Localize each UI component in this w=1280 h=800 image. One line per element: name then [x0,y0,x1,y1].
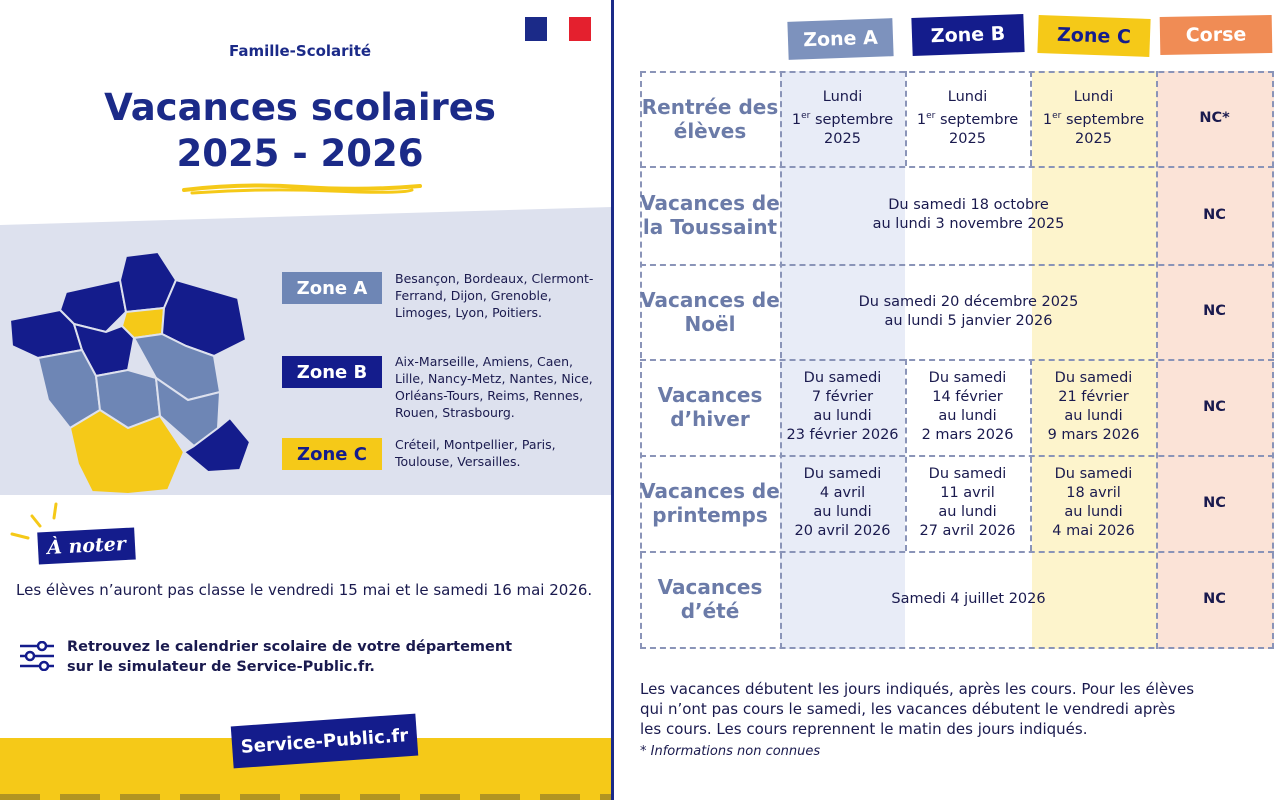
note-text: Les élèves n’auront pas classe le vendredi 15 mai et le samedi 16 mai 2026. [16,581,593,599]
cell-hiver-zone-c [1030,359,1157,455]
cell-line: au lundi [1064,504,1123,520]
zone-a-cities: Besançon, Bordeaux, Clermont-Ferrand, Dijon, Grenoble, Limoges, Lyon, Poitiers. [395,271,594,320]
grid-line [640,647,1274,649]
cell-rentree-corse: NC* [1199,110,1230,126]
cell-line: 21 février [1058,389,1129,405]
cell-line: au lundi [1064,408,1123,424]
cell-noel-corse: NC [1203,303,1226,319]
cell-printemps-zone-a [780,455,905,551]
cell-ete-corse: NC [1203,590,1226,607]
row-label-printemps: Vacances de printemps [640,479,780,527]
cell-line: au lundi [938,408,997,424]
cell-line: Du samedi [803,370,882,386]
settings-sliders-icon [20,641,54,671]
cell-line: Du samedi [803,466,882,482]
cell-line: Du samedi [1054,466,1133,482]
header-zone-b: Zone B [911,14,1024,56]
row-label-rentree: Rentrée des élèves [641,94,779,143]
cell-line: Du samedi 20 décembre 2025 [858,293,1079,310]
service-public-logo: Service-Public.fr [231,714,418,769]
cell-line: Du samedi [1054,370,1133,386]
footnote-line: Les vacances débutent les jours indiqués, après les cours. Pour les élèves [640,680,1195,698]
cell-line: 14 février [932,389,1003,405]
cell-line: Lundi [947,89,988,106]
cell-printemps-zone-c [1030,455,1157,551]
footnote-line: les cours. Les cours reprennent le matin des jours indiqués. [640,720,1088,738]
cell-line: au lundi [938,504,997,520]
cell-line: Du samedi 18 octobre [888,197,1049,213]
cell-line: 2025 [1075,130,1112,147]
cell-line: 11 avril [940,485,995,501]
cell-line: 27 avril 2026 [919,523,1016,539]
note-badge: À noter [37,527,136,564]
cell-line: Lundi [822,89,863,106]
cell-hiver-zone-b [905,359,1030,455]
cell-line: 1er septembre [1042,111,1145,128]
cell-line: 1er septembre [916,111,1019,128]
page-title-year: 2025 - 2026 [176,132,424,175]
cell-line: 1er septembre [791,111,894,128]
cell-line: 4 mai 2026 [1052,523,1135,539]
row-label-ete: Vacances d’été [657,575,763,623]
cell-ete-merged: Samedi 4 juillet 2026 [891,590,1046,607]
header-zone-a: Zone A [787,18,893,60]
zone-b-cities: Aix-Marseille, Amiens, Caen, Lille, Nancy-Metz, Nantes, Nice, Orléans-Tours, Reims, Rennes, Rouen, Strasbourg. [395,354,593,420]
cut-edge [0,794,612,800]
row-label-toussaint: Vacances de la Toussaint [640,191,780,239]
footnote-paragraph [640,679,1240,739]
cell-line: 4 avril [819,485,866,501]
cell-line: Lundi [1073,89,1114,106]
cell-line: 2025 [949,130,986,147]
page-title: Vacances scolaires [104,86,496,129]
cell-printemps-corse: NC [1203,494,1226,511]
french-flag-logo [525,17,591,41]
header-corse: Corse [1160,15,1273,55]
footnote-line: qui n’ont pas cours le samedi, les vacances débutent le vendredi après [640,700,1176,718]
cell-line: 2025 [824,130,861,147]
zone-a-badge: Zone A [282,272,382,304]
cell-line: Du samedi [928,466,1007,482]
cell-line: 18 avril [1066,485,1121,501]
cell-line: 9 mars 2026 [1047,427,1140,443]
zone-c-cities: Créteil, Montpellier, Paris, Toulouse, Versailles. [395,437,556,469]
row-label-hiver: Vacances d’hiver [657,383,763,431]
cell-rentree-zone-c [1030,71,1157,166]
row-label-noel: Vacances de Noël [640,287,780,336]
cell-noel-merged [780,264,1157,359]
cell-line: 23 février 2026 [786,427,899,443]
simulator-line-2: sur le simulateur de Service-Public.fr. [67,659,375,675]
category-label: Famille-Scolarité [228,42,372,60]
zone-b-badge: Zone B [282,356,382,388]
cell-line: Du samedi [928,370,1007,386]
cell-toussaint-merged [780,166,1157,264]
cell-line: au lundi [813,408,872,424]
poster-left-panel [0,0,612,800]
panel-divider [611,0,614,800]
simulator-link-text [67,637,512,677]
cell-hiver-zone-a [780,359,905,455]
cell-printemps-zone-b [905,455,1030,551]
cell-line: 7 février [811,389,874,405]
header-zone-c: Zone C [1037,15,1150,57]
cell-line: au lundi 3 novembre 2025 [872,216,1065,232]
grid-line [1272,71,1274,649]
cell-toussaint-corse: NC [1203,206,1226,223]
asterisk-footnote: * Informations non connues [640,744,821,759]
cell-line: au lundi 5 janvier 2026 [884,312,1053,329]
simulator-line-1: Retrouvez le calendrier scolaire de votre département [67,639,513,655]
title-underline-decoration [182,181,422,195]
zone-c-badge: Zone C [282,438,382,470]
cell-rentree-zone-b [905,71,1030,166]
cell-line: au lundi [813,504,872,520]
cell-line: 20 avril 2026 [794,523,891,539]
france-zones-map [8,252,268,497]
cell-line: 2 mars 2026 [921,427,1014,443]
cell-rentree-zone-a [780,71,905,166]
cell-hiver-corse: NC [1203,398,1226,415]
